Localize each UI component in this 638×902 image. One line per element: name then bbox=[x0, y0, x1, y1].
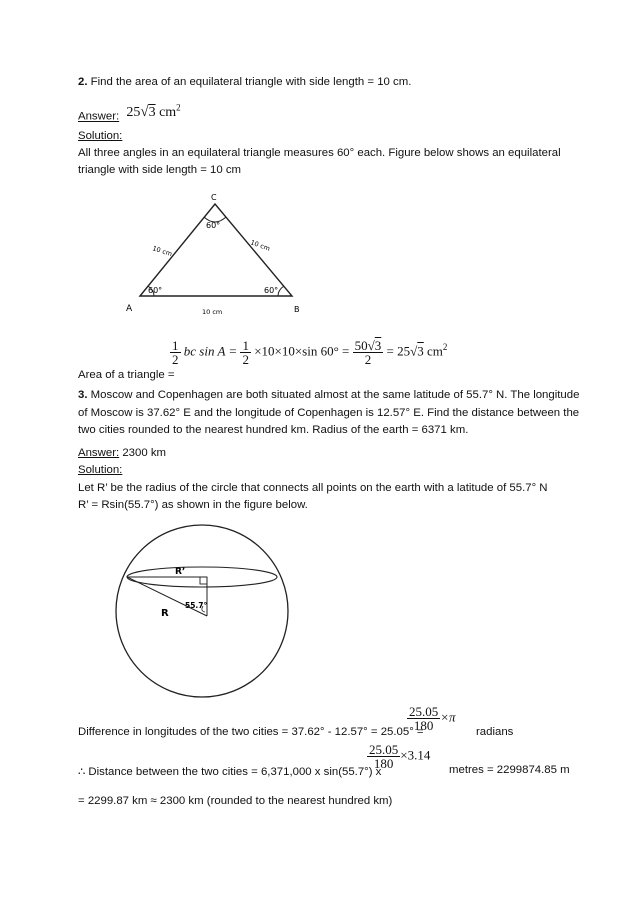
q2-solution-line2: triangle with side length = 10 cm bbox=[78, 164, 242, 176]
q2-solution-line1: All three angles in an equilateral triangle measures 60° each. Figure below shows an equilateral bbox=[78, 147, 561, 159]
q3-number: 3. bbox=[78, 389, 88, 401]
q3-solution-line2: R’ = Rsin(55.7°) as shown in the figure below. bbox=[78, 499, 308, 511]
q2-answer-label: Answer: bbox=[78, 110, 120, 123]
diff-unit: radians bbox=[476, 726, 514, 738]
angle-a-label: 60° bbox=[148, 286, 163, 295]
q2-question-text: Find the area of an equilateral triangle with side length = 10 cm. bbox=[90, 76, 412, 88]
q2-solution-label: Solution: bbox=[78, 130, 123, 142]
result-fraction: $\frac{50√3}{2}$ bbox=[354, 338, 382, 367]
sphere-figure bbox=[115, 518, 295, 708]
q3-answer-value: 2300 km bbox=[122, 447, 167, 459]
vertex-a-label: A bbox=[126, 304, 133, 314]
distance-fraction: $\frac{25.05}{180}$ ×3.14 bbox=[369, 742, 431, 771]
q3-question-line3: two cities rounded to the nearest hundred km. Radius of the earth = 6371 km. bbox=[78, 424, 469, 436]
final-line: = 2299.87 km ≈ 2300 km (rounded to the nearest hundred km) bbox=[78, 795, 393, 807]
vertex-b-label: B bbox=[294, 305, 300, 314]
vertex-c-label: C bbox=[211, 193, 217, 202]
q3-question-line2: of Moscow is 37.62° E and the longitude of Copenhagen is 12.57° E. Find the distance between the bbox=[78, 407, 580, 419]
side-ac-label: 10 cm bbox=[151, 244, 174, 259]
area-label: Area of a triangle = bbox=[78, 369, 175, 381]
angle-b-label: 60° bbox=[264, 286, 279, 295]
area-formula: $\frac{1}{2}$ bc sin A = $\frac{1}{2}$ ×10×10×sin 60° = $\frac{50√3}{2}$ = 25√3 $cm^2$ bbox=[172, 338, 448, 367]
angle-c-label: 60° bbox=[206, 221, 221, 230]
angle-label: 55.7° bbox=[185, 601, 208, 610]
q2-answer bbox=[78, 102, 181, 125]
equilateral-triangle-figure bbox=[120, 192, 320, 322]
q3-answer bbox=[78, 447, 166, 459]
side-bc-label: 10 cm bbox=[249, 238, 272, 253]
half-fraction-2: $\frac{1}{2}$ bbox=[242, 338, 249, 367]
q3-solution-label: Solution: bbox=[78, 464, 123, 476]
diff-fraction: $\frac{25.05}{180}$ ×π bbox=[409, 704, 456, 733]
q3-solution-line1: Let R’ be the radius of the circle that connects all points on the earth with a latitude of 55.7° N bbox=[78, 482, 548, 494]
diff-line: Difference in longitudes of the two cities = 37.62° - 12.57° = 25.05° = bbox=[78, 726, 424, 738]
half-fraction-1: $\frac{1}{2}$ bbox=[172, 338, 179, 367]
r-label: R bbox=[161, 608, 169, 619]
distance-line: ∴ Distance between the two cities = 6,371,000 x sin(55.7°) x bbox=[78, 766, 382, 778]
q3-question-line1: 3. Moscow and Copenhagen are both situated almost at the same latitude of 55.7° N. The longitude bbox=[78, 389, 580, 401]
q2-number: 2. bbox=[78, 76, 88, 88]
q3-answer-label: Answer: bbox=[78, 447, 120, 459]
q2-question bbox=[78, 76, 411, 88]
distance-result: metres = 2299874.85 m bbox=[449, 764, 570, 776]
q2-answer-value: 25√3 $cm^2$ bbox=[126, 102, 181, 120]
r-prime-label: R’ bbox=[175, 567, 186, 577]
side-ab-label: 10 cm bbox=[202, 308, 223, 316]
